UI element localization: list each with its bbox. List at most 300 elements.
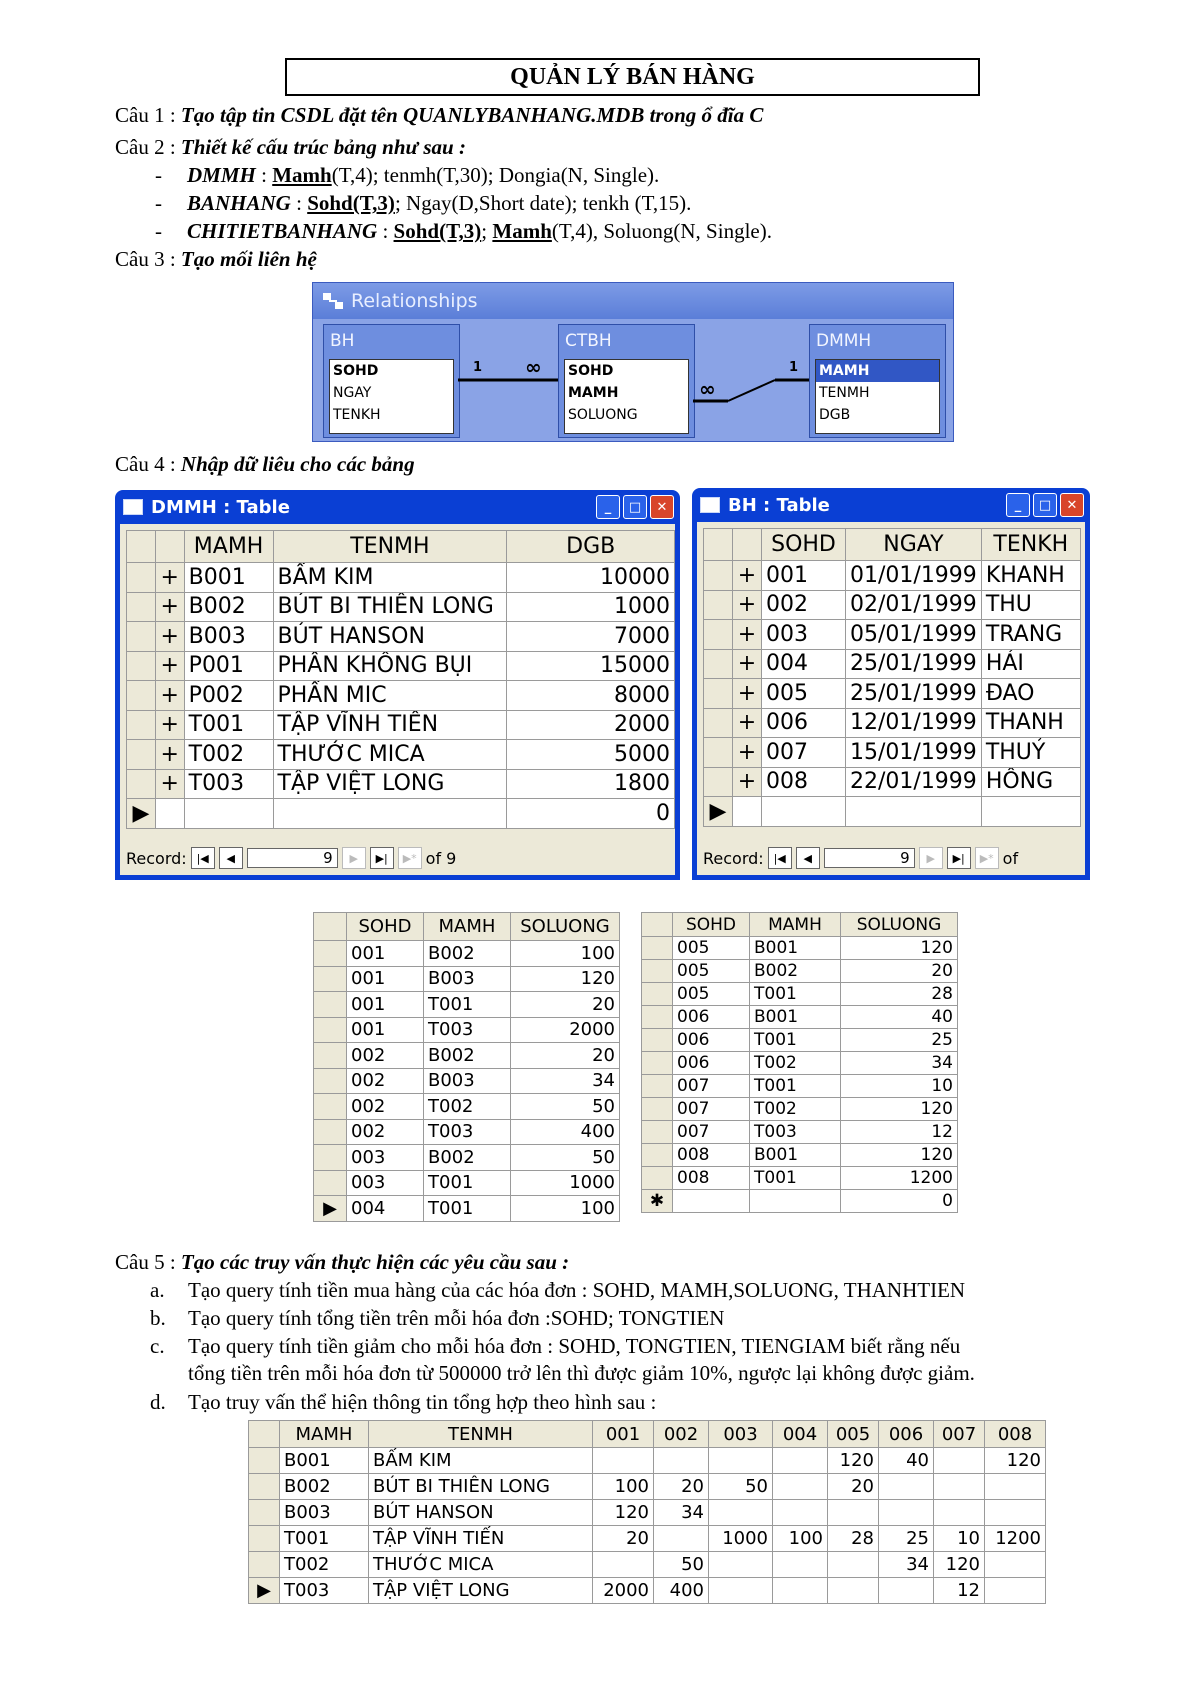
cell-tenkh[interactable]: HẢI <box>981 649 1080 679</box>
table-row[interactable] <box>704 561 1081 591</box>
table-row[interactable] <box>642 1144 958 1167</box>
cell-mamh[interactable]: B002 <box>424 1043 511 1069</box>
maximize-icon[interactable]: □ <box>623 495 647 519</box>
row-selector[interactable] <box>704 590 733 620</box>
row-selector[interactable] <box>642 1121 673 1144</box>
cell-mamh[interactable]: T001 <box>750 983 841 1006</box>
current-row-arrow-icon[interactable]: ▶ <box>314 1196 347 1222</box>
table-row[interactable] <box>127 710 675 740</box>
expand-icon[interactable]: + <box>733 620 762 650</box>
cell-quantity[interactable] <box>828 1552 879 1578</box>
cell-soluong[interactable]: 1200 <box>841 1167 958 1190</box>
last-record-button[interactable]: ▶| <box>947 847 971 869</box>
row-selector[interactable] <box>642 1167 673 1190</box>
maximize-icon[interactable]: □ <box>1033 493 1057 517</box>
table-row[interactable] <box>642 1006 958 1029</box>
cell-tenmh[interactable]: TẬP VIỆT LONG <box>273 769 507 799</box>
column-header[interactable]: 005 <box>828 1421 879 1448</box>
cell-mamh[interactable]: P002 <box>184 681 273 711</box>
cell-tenkh[interactable]: THANH <box>981 708 1080 738</box>
row-selector[interactable] <box>314 1170 347 1196</box>
table-row[interactable] <box>704 738 1081 768</box>
cell-quantity[interactable]: 1200 <box>985 1526 1046 1552</box>
cell-quantity[interactable] <box>934 1500 985 1526</box>
cell-mamh[interactable]: T002 <box>184 740 273 770</box>
expand-icon[interactable]: + <box>733 708 762 738</box>
cell-tenkh[interactable]: THUỶ <box>981 738 1080 768</box>
dmmh-datasheet[interactable] <box>126 530 675 829</box>
cell-mamh[interactable]: T003 <box>280 1578 369 1604</box>
close-icon[interactable]: ✕ <box>650 495 674 519</box>
table-row[interactable] <box>314 1170 620 1196</box>
cell-tenmh[interactable]: BÚT BI THIÊN LONG <box>369 1474 593 1500</box>
cell-mamh[interactable]: B002 <box>184 592 273 622</box>
rel-field[interactable]: TENMH <box>819 385 870 401</box>
row-selector[interactable] <box>314 1119 347 1145</box>
cell-tenmh[interactable]: THƯỚC MICA <box>273 740 507 770</box>
cell-dgb[interactable]: 7000 <box>507 622 675 652</box>
column-header-sohd[interactable]: SOHD <box>762 529 846 561</box>
cell-mamh[interactable]: T001 <box>424 1170 511 1196</box>
cell-soluong[interactable]: 120 <box>841 1144 958 1167</box>
crosstab-datasheet[interactable] <box>248 1420 1046 1604</box>
cell-mamh[interactable]: T003 <box>424 1017 511 1043</box>
cell-mamh[interactable]: T001 <box>750 1075 841 1098</box>
row-selector[interactable] <box>704 679 733 709</box>
expand-icon[interactable]: + <box>733 649 762 679</box>
table-row[interactable] <box>127 622 675 652</box>
minimize-icon[interactable]: _ <box>596 495 620 519</box>
cell-quantity[interactable]: 28 <box>828 1526 879 1552</box>
cell-sohd[interactable]: 005 <box>762 679 846 709</box>
cell-ngay[interactable]: 15/01/1999 <box>846 738 982 768</box>
cell-tenmh[interactable]: PHẤN KHÔNG BỤI <box>273 651 507 681</box>
cell-quantity[interactable] <box>773 1578 828 1604</box>
table-row[interactable] <box>249 1578 1046 1604</box>
table-row[interactable] <box>642 1029 958 1052</box>
rel-field[interactable]: MAMH <box>816 360 939 382</box>
row-selector[interactable] <box>249 1448 280 1474</box>
cell-mamh[interactable]: T002 <box>750 1052 841 1075</box>
cell-quantity[interactable] <box>709 1500 773 1526</box>
expand-icon[interactable]: + <box>733 738 762 768</box>
table-row[interactable] <box>642 1167 958 1190</box>
column-header-ngay[interactable]: NGAY <box>846 529 982 561</box>
cell-mamh[interactable]: T003 <box>424 1119 511 1145</box>
cell-quantity[interactable] <box>934 1474 985 1500</box>
cell-mamh[interactable]: T002 <box>424 1094 511 1120</box>
cell-tenmh[interactable]: TẬP VĨNH TIẾN <box>273 710 507 740</box>
row-selector[interactable] <box>314 1068 347 1094</box>
cell-soluong[interactable]: 100 <box>511 1196 620 1222</box>
table-row[interactable] <box>127 681 675 711</box>
cell-quantity[interactable]: 120 <box>985 1448 1046 1474</box>
next-record-button[interactable]: ▶ <box>342 847 366 869</box>
rel-field[interactable]: SOHD <box>568 363 614 379</box>
cell-dgb[interactable]: 2000 <box>507 710 675 740</box>
expand-icon[interactable]: + <box>155 592 184 622</box>
cell-soluong[interactable]: 100 <box>511 941 620 967</box>
cell-quantity[interactable]: 100 <box>773 1526 828 1552</box>
cell-sohd[interactable]: 005 <box>673 960 750 983</box>
cell-soluong[interactable]: 28 <box>841 983 958 1006</box>
table-row[interactable] <box>314 1094 620 1120</box>
row-selector[interactable] <box>127 740 156 770</box>
cell-tenkh[interactable]: ĐAO <box>981 679 1080 709</box>
cell-sohd[interactable]: 003 <box>347 1145 424 1171</box>
row-selector[interactable] <box>314 941 347 967</box>
cell-mamh[interactable]: B002 <box>424 1145 511 1171</box>
cell-quantity[interactable] <box>879 1474 934 1500</box>
cell-sohd[interactable]: 007 <box>673 1121 750 1144</box>
expand-icon[interactable]: + <box>155 740 184 770</box>
cell-quantity[interactable]: 50 <box>654 1552 709 1578</box>
column-header-tenkh[interactable]: TENKH <box>981 529 1080 561</box>
ctbh-datasheet-right[interactable] <box>641 912 958 1213</box>
cell-sohd[interactable]: 002 <box>347 1094 424 1120</box>
rel-table-dmmh[interactable]: DMMH MAMH TENMH DGB <box>809 324 946 438</box>
cell-soluong[interactable]: 12 <box>841 1121 958 1144</box>
table-row[interactable] <box>314 941 620 967</box>
cell-quantity[interactable] <box>985 1552 1046 1578</box>
cell-sohd[interactable]: 003 <box>762 620 846 650</box>
cell-quantity[interactable] <box>934 1448 985 1474</box>
rel-field[interactable]: DGB <box>819 407 851 423</box>
table-row[interactable] <box>704 767 1081 797</box>
cell-soluong[interactable]: 20 <box>841 960 958 983</box>
cell-sohd[interactable]: 001 <box>347 1017 424 1043</box>
cell-tenmh[interactable]: TẬP VIỆT LONG <box>369 1578 593 1604</box>
cell-sohd[interactable]: 004 <box>762 649 846 679</box>
cell-mamh[interactable]: P001 <box>184 651 273 681</box>
close-icon[interactable]: ✕ <box>1060 493 1084 517</box>
cell-sohd[interactable]: 007 <box>673 1075 750 1098</box>
cell-tenmh[interactable]: BÚT HANSON <box>369 1500 593 1526</box>
record-number-input[interactable]: 9 <box>247 848 338 868</box>
record-number-input[interactable]: 9 <box>824 848 915 868</box>
minimize-icon[interactable]: _ <box>1006 493 1030 517</box>
column-header[interactable]: 004 <box>773 1421 828 1448</box>
cell-mamh[interactable]: T001 <box>280 1526 369 1552</box>
cell-tenmh[interactable]: THƯỚC MICA <box>369 1552 593 1578</box>
cell-soluong[interactable]: 10 <box>841 1075 958 1098</box>
cell-mamh[interactable]: B003 <box>424 966 511 992</box>
row-selector[interactable] <box>314 1043 347 1069</box>
cell-quantity[interactable] <box>879 1578 934 1604</box>
cell-tenmh[interactable]: BÚT BI THIÊN LONG <box>273 592 507 622</box>
cell-quantity[interactable]: 1000 <box>709 1526 773 1552</box>
cell-quantity[interactable] <box>985 1578 1046 1604</box>
expand-icon[interactable]: + <box>155 769 184 799</box>
cell-quantity[interactable]: 100 <box>593 1474 654 1500</box>
table-row[interactable] <box>249 1552 1046 1578</box>
cell-soluong[interactable]: 0 <box>841 1190 958 1213</box>
expand-icon[interactable]: + <box>733 561 762 591</box>
cell-sohd[interactable]: 004 <box>347 1196 424 1222</box>
row-selector[interactable] <box>704 708 733 738</box>
column-header[interactable]: 008 <box>985 1421 1046 1448</box>
cell-soluong[interactable]: 20 <box>511 1043 620 1069</box>
table-row[interactable] <box>314 1017 620 1043</box>
cell-quantity[interactable]: 34 <box>654 1500 709 1526</box>
rel-table-ctbh[interactable]: CTBH SOHD MAMH SOLUONG <box>558 324 695 438</box>
cell-sohd[interactable]: 002 <box>347 1043 424 1069</box>
cell-ngay[interactable]: 22/01/1999 <box>846 767 982 797</box>
table-row[interactable] <box>704 708 1081 738</box>
column-header[interactable]: 001 <box>593 1421 654 1448</box>
cell-mamh[interactable]: B001 <box>750 937 841 960</box>
cell-soluong[interactable]: 50 <box>511 1145 620 1171</box>
row-selector[interactable] <box>642 1098 673 1121</box>
cell-quantity[interactable] <box>654 1526 709 1552</box>
table-row[interactable] <box>127 592 675 622</box>
table-row[interactable] <box>642 937 958 960</box>
cell-sohd[interactable]: 001 <box>347 941 424 967</box>
table-row[interactable] <box>249 1526 1046 1552</box>
table-row[interactable] <box>642 1098 958 1121</box>
column-header[interactable]: TENMH <box>369 1421 593 1448</box>
cell-mamh[interactable]: B003 <box>280 1500 369 1526</box>
row-selector[interactable] <box>249 1526 280 1552</box>
row-selector[interactable] <box>314 1094 347 1120</box>
cell-sohd[interactable]: 003 <box>347 1170 424 1196</box>
current-row-arrow-icon[interactable]: ▶ <box>249 1578 280 1604</box>
cell-mamh[interactable]: B001 <box>750 1144 841 1167</box>
cell-quantity[interactable]: 12 <box>934 1578 985 1604</box>
column-header-sohd[interactable]: SOHD <box>673 913 750 937</box>
cell-sohd[interactable]: 005 <box>673 983 750 1006</box>
cell-soluong[interactable]: 25 <box>841 1029 958 1052</box>
cell-quantity[interactable]: 40 <box>879 1448 934 1474</box>
column-header[interactable]: 006 <box>879 1421 934 1448</box>
row-selector[interactable] <box>642 1075 673 1098</box>
row-selector[interactable] <box>642 1006 673 1029</box>
cell-sohd[interactable]: 005 <box>673 937 750 960</box>
cell-ngay[interactable]: 25/01/1999 <box>846 679 982 709</box>
expand-icon[interactable]: + <box>155 681 184 711</box>
table-row[interactable] <box>314 992 620 1018</box>
prev-record-button[interactable]: ◀ <box>796 847 820 869</box>
cell-soluong[interactable]: 120 <box>841 1098 958 1121</box>
cell-sohd[interactable]: 002 <box>762 590 846 620</box>
cell-sohd[interactable]: 001 <box>347 992 424 1018</box>
cell-sohd[interactable]: 001 <box>347 966 424 992</box>
row-selector[interactable] <box>127 592 156 622</box>
cell-soluong[interactable]: 120 <box>511 966 620 992</box>
rel-field[interactable]: TENKH <box>333 407 381 423</box>
cell-sohd[interactable]: 001 <box>762 561 846 591</box>
cell-dgb[interactable]: 8000 <box>507 681 675 711</box>
column-header-mamh[interactable]: MAMH <box>750 913 841 937</box>
first-record-button[interactable]: |◀ <box>191 847 215 869</box>
cell-mamh[interactable]: B001 <box>184 563 273 593</box>
column-header-dgb[interactable]: DGB <box>507 531 675 563</box>
rel-field[interactable]: NGAY <box>333 385 372 401</box>
row-selector[interactable] <box>127 710 156 740</box>
column-header[interactable]: 003 <box>709 1421 773 1448</box>
table-row[interactable] <box>127 651 675 681</box>
cell-quantity[interactable] <box>709 1448 773 1474</box>
cell-mamh[interactable]: B001 <box>750 1006 841 1029</box>
cell-quantity[interactable]: 120 <box>828 1448 879 1474</box>
cell-quantity[interactable]: 50 <box>709 1474 773 1500</box>
cell-mamh[interactable]: T001 <box>424 1196 511 1222</box>
column-header-mamh[interactable]: MAMH <box>184 531 273 563</box>
expand-icon[interactable]: + <box>733 590 762 620</box>
column-header-sohd[interactable]: SOHD <box>347 913 424 941</box>
row-selector[interactable] <box>249 1500 280 1526</box>
cell-quantity[interactable] <box>654 1448 709 1474</box>
rel-field[interactable]: SOLUONG <box>568 407 638 423</box>
row-selector[interactable] <box>642 1144 673 1167</box>
cell-quantity[interactable] <box>828 1500 879 1526</box>
table-row[interactable] <box>314 1043 620 1069</box>
new-record-button[interactable]: ▶* <box>398 847 422 869</box>
row-selector[interactable] <box>127 769 156 799</box>
cell-quantity[interactable] <box>709 1552 773 1578</box>
cell-mamh[interactable]: T003 <box>750 1121 841 1144</box>
new-record-row[interactable] <box>704 797 1081 827</box>
cell-quantity[interactable]: 120 <box>593 1500 654 1526</box>
table-row[interactable] <box>704 620 1081 650</box>
cell-quantity[interactable]: 20 <box>654 1474 709 1500</box>
cell-soluong[interactable]: 120 <box>841 937 958 960</box>
table-row[interactable] <box>314 1119 620 1145</box>
column-header-tenmh[interactable]: TENMH <box>273 531 507 563</box>
row-selector[interactable] <box>704 767 733 797</box>
cell-tenmh[interactable]: TẬP VĨNH TIẾN <box>369 1526 593 1552</box>
row-selector[interactable] <box>127 651 156 681</box>
cell-dgb[interactable]: 5000 <box>507 740 675 770</box>
cell-dgb[interactable]: 1800 <box>507 769 675 799</box>
cell-ngay[interactable]: 12/01/1999 <box>846 708 982 738</box>
table-row[interactable] <box>249 1448 1046 1474</box>
cell-dgb[interactable]: 0 <box>507 799 675 829</box>
row-selector[interactable] <box>314 966 347 992</box>
table-row[interactable] <box>704 649 1081 679</box>
row-selector[interactable] <box>314 992 347 1018</box>
cell-quantity[interactable] <box>593 1448 654 1474</box>
ctbh-datasheet-left[interactable] <box>313 912 620 1222</box>
row-selector[interactable] <box>127 563 156 593</box>
cell-tenkh[interactable]: THU <box>981 590 1080 620</box>
cell-soluong[interactable]: 34 <box>841 1052 958 1075</box>
cell-quantity[interactable] <box>773 1552 828 1578</box>
cell-quantity[interactable] <box>709 1578 773 1604</box>
cell-sohd[interactable]: 006 <box>762 708 846 738</box>
cell-sohd[interactable]: 006 <box>673 1052 750 1075</box>
row-selector[interactable] <box>249 1552 280 1578</box>
cell-quantity[interactable]: 400 <box>654 1578 709 1604</box>
cell-quantity[interactable]: 25 <box>879 1526 934 1552</box>
cell-tenmh[interactable]: PHẤN MIC <box>273 681 507 711</box>
row-selector[interactable] <box>642 937 673 960</box>
row-selector[interactable] <box>704 649 733 679</box>
column-header[interactable]: 007 <box>934 1421 985 1448</box>
cell-sohd[interactable]: 007 <box>673 1098 750 1121</box>
cell-sohd[interactable]: 002 <box>347 1068 424 1094</box>
row-selector[interactable] <box>704 561 733 591</box>
cell-mamh[interactable]: B003 <box>184 622 273 652</box>
new-record-button[interactable]: ▶* <box>975 847 999 869</box>
cell-sohd[interactable]: 007 <box>762 738 846 768</box>
table-row[interactable] <box>314 1196 620 1222</box>
expand-icon[interactable]: + <box>155 710 184 740</box>
cell-quantity[interactable] <box>593 1552 654 1578</box>
column-header-soluong[interactable]: SOLUONG <box>511 913 620 941</box>
cell-quantity[interactable]: 120 <box>934 1552 985 1578</box>
column-header[interactable]: 002 <box>654 1421 709 1448</box>
cell-quantity[interactable]: 10 <box>934 1526 985 1552</box>
cell-quantity[interactable] <box>985 1500 1046 1526</box>
cell-soluong[interactable]: 50 <box>511 1094 620 1120</box>
table-row[interactable] <box>642 960 958 983</box>
cell-sohd[interactable]: 008 <box>673 1167 750 1190</box>
row-selector[interactable] <box>642 983 673 1006</box>
prev-record-button[interactable]: ◀ <box>219 847 243 869</box>
table-row[interactable] <box>314 1145 620 1171</box>
next-record-button[interactable]: ▶ <box>919 847 943 869</box>
cell-tenmh[interactable]: BẤM KIM <box>273 563 507 593</box>
column-header[interactable]: MAMH <box>280 1421 369 1448</box>
cell-quantity[interactable] <box>985 1474 1046 1500</box>
cell-sohd[interactable]: 002 <box>347 1119 424 1145</box>
table-row[interactable] <box>249 1474 1046 1500</box>
cell-ngay[interactable]: 01/01/1999 <box>846 561 982 591</box>
table-row[interactable] <box>642 1052 958 1075</box>
cell-mamh[interactable]: B002 <box>424 941 511 967</box>
cell-ngay[interactable]: 02/01/1999 <box>846 590 982 620</box>
row-selector[interactable] <box>314 1017 347 1043</box>
row-selector[interactable] <box>704 620 733 650</box>
expand-icon[interactable]: + <box>733 679 762 709</box>
cell-tenkh[interactable]: TRANG <box>981 620 1080 650</box>
cell-soluong[interactable]: 40 <box>841 1006 958 1029</box>
table-row[interactable] <box>704 590 1081 620</box>
cell-sohd[interactable]: 006 <box>673 1006 750 1029</box>
table-row[interactable] <box>704 679 1081 709</box>
cell-quantity[interactable]: 20 <box>828 1474 879 1500</box>
cell-sohd[interactable]: 006 <box>673 1029 750 1052</box>
table-row[interactable] <box>127 740 675 770</box>
cell-quantity[interactable] <box>828 1578 879 1604</box>
cell-mamh[interactable]: T002 <box>750 1098 841 1121</box>
cell-quantity[interactable] <box>879 1500 934 1526</box>
table-row[interactable] <box>127 769 675 799</box>
cell-ngay[interactable]: 25/01/1999 <box>846 649 982 679</box>
first-record-button[interactable]: |◀ <box>768 847 792 869</box>
cell-quantity[interactable]: 2000 <box>593 1578 654 1604</box>
cell-ngay[interactable]: 05/01/1999 <box>846 620 982 650</box>
cell-mamh[interactable]: B001 <box>280 1448 369 1474</box>
row-selector[interactable] <box>642 960 673 983</box>
expand-icon[interactable]: + <box>733 767 762 797</box>
cell-dgb[interactable]: 10000 <box>507 563 675 593</box>
cell-mamh[interactable]: T001 <box>750 1167 841 1190</box>
cell-soluong[interactable]: 400 <box>511 1119 620 1145</box>
cell-tenkh[interactable]: KHANH <box>981 561 1080 591</box>
expand-icon[interactable]: + <box>155 651 184 681</box>
new-record-row[interactable] <box>642 1190 958 1213</box>
row-selector[interactable] <box>127 622 156 652</box>
cell-soluong[interactable]: 1000 <box>511 1170 620 1196</box>
cell-tenkh[interactable]: HỒNG <box>981 767 1080 797</box>
bh-datasheet[interactable] <box>703 528 1081 827</box>
table-row[interactable] <box>314 966 620 992</box>
row-selector[interactable] <box>127 681 156 711</box>
cell-tenmh[interactable]: BÚT HANSON <box>273 622 507 652</box>
row-selector[interactable] <box>642 1052 673 1075</box>
